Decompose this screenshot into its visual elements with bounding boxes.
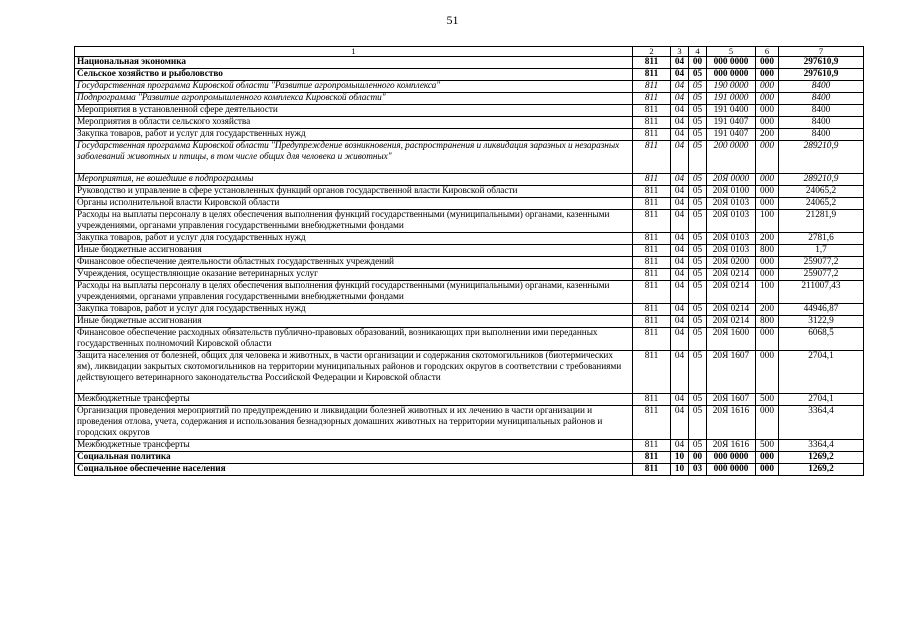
row-amount: 8400	[779, 81, 864, 93]
row-target-code: 191 0400	[707, 105, 756, 117]
row-amount: 8400	[779, 105, 864, 117]
row-section-code: 10	[671, 452, 689, 464]
row-description: Финансовое обеспечение расходных обязательств публично-правовых образований, возникающих при выполнении ими переданных государственных полномочий Кировской области	[75, 328, 633, 351]
row-amount: 21281,9	[779, 210, 864, 233]
column-number: 4	[689, 47, 707, 57]
row-section-code: 04	[671, 394, 689, 406]
row-section-code: 04	[671, 406, 689, 440]
table-row	[75, 233, 864, 245]
table-row	[75, 394, 864, 406]
row-description: Межбюджетные трансферты	[75, 440, 633, 452]
row-subsection-code: 05	[689, 129, 707, 141]
row-description: Иные бюджетные ассигнования	[75, 245, 633, 257]
row-subsection-code: 05	[689, 304, 707, 316]
row-subsection-code: 05	[689, 186, 707, 198]
row-expense-type: 100	[756, 210, 779, 233]
row-amount: 3364,4	[779, 440, 864, 452]
row-subsection-code: 05	[689, 351, 707, 394]
row-amount: 1269,2	[779, 464, 864, 476]
row-ministry-code: 811	[633, 233, 671, 245]
row-section-code: 04	[671, 281, 689, 304]
row-ministry-code: 811	[633, 210, 671, 233]
table-row	[75, 81, 864, 93]
row-amount: 1269,2	[779, 452, 864, 464]
row-expense-type: 000	[756, 141, 779, 174]
row-section-code: 04	[671, 117, 689, 129]
row-expense-type: 000	[756, 174, 779, 186]
row-section-code: 04	[671, 245, 689, 257]
row-ministry-code: 811	[633, 464, 671, 476]
row-section-code: 04	[671, 174, 689, 186]
row-target-code: 191 0407	[707, 117, 756, 129]
table-row	[75, 186, 864, 198]
row-expense-type: 500	[756, 440, 779, 452]
row-subsection-code: 03	[689, 464, 707, 476]
row-amount: 8400	[779, 93, 864, 105]
row-ministry-code: 811	[633, 141, 671, 174]
column-number-row	[75, 47, 864, 57]
row-subsection-code: 05	[689, 316, 707, 328]
row-amount: 44946,87	[779, 304, 864, 316]
row-amount: 24065,2	[779, 198, 864, 210]
table-row	[75, 304, 864, 316]
row-subsection-code: 05	[689, 81, 707, 93]
row-target-code: 000 0000	[707, 464, 756, 476]
row-ministry-code: 811	[633, 198, 671, 210]
row-amount: 8400	[779, 129, 864, 141]
row-subsection-code: 05	[689, 406, 707, 440]
row-expense-type: 000	[756, 464, 779, 476]
row-target-code: 20Я 1607	[707, 351, 756, 394]
row-target-code: 190 0000	[707, 81, 756, 93]
row-expense-type: 000	[756, 57, 779, 69]
row-target-code: 20Я 1616	[707, 440, 756, 452]
table-row	[75, 141, 864, 174]
table-row	[75, 316, 864, 328]
row-amount: 3122,9	[779, 316, 864, 328]
table-row	[75, 351, 864, 394]
row-description: Закупка товаров, работ и услуг для государственных нужд	[75, 233, 633, 245]
table-row	[75, 174, 864, 186]
row-ministry-code: 811	[633, 245, 671, 257]
table-row	[75, 69, 864, 81]
row-ministry-code: 811	[633, 93, 671, 105]
row-amount: 297610,9	[779, 69, 864, 81]
row-description: Социальное обеспечение населения	[75, 464, 633, 476]
row-description: Мероприятия, не вошедшие в подпрограммы	[75, 174, 633, 186]
row-target-code: 20Я 0214	[707, 281, 756, 304]
row-description: Финансовое обеспечение деятельности областных государственных учреждений	[75, 257, 633, 269]
row-target-code: 191 0407	[707, 129, 756, 141]
row-expense-type: 000	[756, 351, 779, 394]
row-subsection-code: 00	[689, 57, 707, 69]
row-section-code: 04	[671, 69, 689, 81]
row-target-code: 20Я 0103	[707, 210, 756, 233]
row-expense-type: 500	[756, 394, 779, 406]
row-expense-type: 800	[756, 245, 779, 257]
row-target-code: 20Я 0200	[707, 257, 756, 269]
row-description: Закупка товаров, работ и услуг для государственных нужд	[75, 129, 633, 141]
table-row	[75, 117, 864, 129]
row-description: Органы исполнительной власти Кировской области	[75, 198, 633, 210]
row-target-code: 20Я 0103	[707, 198, 756, 210]
row-expense-type: 000	[756, 328, 779, 351]
row-target-code: 20Я 0103	[707, 233, 756, 245]
row-amount: 211007,43	[779, 281, 864, 304]
row-subsection-code: 05	[689, 394, 707, 406]
row-ministry-code: 811	[633, 281, 671, 304]
row-ministry-code: 811	[633, 406, 671, 440]
row-expense-type: 000	[756, 93, 779, 105]
row-amount: 3364,4	[779, 406, 864, 440]
row-ministry-code: 811	[633, 105, 671, 117]
row-subsection-code: 05	[689, 117, 707, 129]
row-amount: 8400	[779, 117, 864, 129]
row-section-code: 04	[671, 316, 689, 328]
row-amount: 259077,2	[779, 257, 864, 269]
row-section-code: 10	[671, 464, 689, 476]
row-description: Учреждения, осуществляющие оказание ветеринарных услуг	[75, 269, 633, 281]
row-target-code: 20Я 0214	[707, 316, 756, 328]
page-number: 51	[446, 13, 459, 27]
row-subsection-code: 05	[689, 174, 707, 186]
row-target-code: 20Я 0214	[707, 269, 756, 281]
row-expense-type: 200	[756, 304, 779, 316]
row-section-code: 04	[671, 210, 689, 233]
row-amount: 297610,9	[779, 57, 864, 69]
column-number: 3	[671, 47, 689, 57]
row-expense-type: 200	[756, 129, 779, 141]
row-ministry-code: 811	[633, 328, 671, 351]
row-section-code: 04	[671, 304, 689, 316]
row-ministry-code: 811	[633, 452, 671, 464]
row-expense-type: 000	[756, 257, 779, 269]
table-row	[75, 464, 864, 476]
table-row	[75, 198, 864, 210]
row-subsection-code: 05	[689, 245, 707, 257]
row-ministry-code: 811	[633, 304, 671, 316]
row-description: Руководство и управление в сфере установленных функций органов государственной власти Кировской области	[75, 186, 633, 198]
row-section-code: 04	[671, 105, 689, 117]
column-number: 7	[779, 47, 864, 57]
row-expense-type: 000	[756, 452, 779, 464]
row-description: Национальная экономика	[75, 57, 633, 69]
column-number: 5	[707, 47, 756, 57]
row-amount: 289210,9	[779, 174, 864, 186]
row-subsection-code: 05	[689, 328, 707, 351]
table-row	[75, 281, 864, 304]
row-ministry-code: 811	[633, 117, 671, 129]
table-row	[75, 440, 864, 452]
row-ministry-code: 811	[633, 129, 671, 141]
row-expense-type: 800	[756, 316, 779, 328]
row-description: Подпрограмма "Развитие агропромышленного комплекса Кировской области"	[75, 93, 633, 105]
table-row	[75, 328, 864, 351]
table-row	[75, 105, 864, 117]
row-expense-type: 000	[756, 69, 779, 81]
row-expense-type: 000	[756, 186, 779, 198]
row-description: Организация проведения мероприятий по предупреждению и ликвидации болезней животных и их лечению в части организации и проведения отлова, учета, содержания и использования безнадзорных домашних животных на территории муниципальных районов и городских округов	[75, 406, 633, 440]
row-target-code: 000 0000	[707, 452, 756, 464]
row-target-code: 20Я 1600	[707, 328, 756, 351]
row-amount: 259077,2	[779, 269, 864, 281]
row-target-code: 20Я 1607	[707, 394, 756, 406]
row-target-code: 000 0000	[707, 69, 756, 81]
row-section-code: 04	[671, 198, 689, 210]
row-amount: 2704,1	[779, 351, 864, 394]
row-subsection-code: 05	[689, 93, 707, 105]
row-subsection-code: 05	[689, 141, 707, 174]
row-section-code: 04	[671, 57, 689, 69]
row-ministry-code: 811	[633, 57, 671, 69]
row-target-code: 20Я 0000	[707, 174, 756, 186]
row-description: Государственная программа Кировской области "Развитие агропромышленного комплекса"	[75, 81, 633, 93]
table-row	[75, 245, 864, 257]
row-section-code: 04	[671, 141, 689, 174]
row-amount: 6068,5	[779, 328, 864, 351]
row-amount: 2704,1	[779, 394, 864, 406]
row-section-code: 04	[671, 351, 689, 394]
row-subsection-code: 05	[689, 69, 707, 81]
row-expense-type: 000	[756, 105, 779, 117]
row-target-code: 20Я 0214	[707, 304, 756, 316]
row-description: Защита населения от болезней, общих для человека и животных, в части организации и содержания скотомогильников (биотермических ям), ликвидации закрытых скотомогильников на территории муниципальных районов и городских округов в соответствии с требованиями действующего ветеринарного законодательства Российской Федерации и Кировской области	[75, 351, 633, 394]
row-expense-type: 000	[756, 198, 779, 210]
table-row	[75, 452, 864, 464]
row-expense-type: 000	[756, 406, 779, 440]
table-row	[75, 57, 864, 69]
row-target-code: 200 0000	[707, 141, 756, 174]
row-section-code: 04	[671, 93, 689, 105]
row-ministry-code: 811	[633, 69, 671, 81]
row-section-code: 04	[671, 328, 689, 351]
row-subsection-code: 05	[689, 198, 707, 210]
table-row	[75, 210, 864, 233]
row-ministry-code: 811	[633, 186, 671, 198]
row-subsection-code: 05	[689, 233, 707, 245]
row-section-code: 04	[671, 186, 689, 198]
row-amount: 1,7	[779, 245, 864, 257]
row-expense-type: 200	[756, 233, 779, 245]
row-description: Мероприятия в области сельского хозяйства	[75, 117, 633, 129]
row-target-code: 20Я 0103	[707, 245, 756, 257]
row-description: Иные бюджетные ассигнования	[75, 316, 633, 328]
column-number: 2	[633, 47, 671, 57]
row-subsection-code: 00	[689, 452, 707, 464]
row-ministry-code: 811	[633, 269, 671, 281]
table-row	[75, 257, 864, 269]
row-description: Закупка товаров, работ и услуг для государственных нужд	[75, 304, 633, 316]
row-description: Государственная программа Кировской области "Предупреждение возникновения, распространения и ликвидация заразных и незаразных заболеваний животных и птицы, в том числе общих для человека и животных"	[75, 141, 633, 174]
row-amount: 2781,6	[779, 233, 864, 245]
row-expense-type: 000	[756, 117, 779, 129]
table-row	[75, 93, 864, 105]
row-subsection-code: 05	[689, 281, 707, 304]
row-section-code: 04	[671, 269, 689, 281]
row-target-code: 20Я 1616	[707, 406, 756, 440]
row-description: Расходы на выплаты персоналу в целях обеспечения выполнения функций государственными (муниципальными) органами, казенными учреждениями, органами управления государственными внебюджетными фондами	[75, 281, 633, 304]
table-row	[75, 406, 864, 440]
row-subsection-code: 05	[689, 210, 707, 233]
row-ministry-code: 811	[633, 81, 671, 93]
row-ministry-code: 811	[633, 440, 671, 452]
row-subsection-code: 05	[689, 269, 707, 281]
row-ministry-code: 811	[633, 351, 671, 394]
row-section-code: 04	[671, 129, 689, 141]
row-section-code: 04	[671, 233, 689, 245]
table-row	[75, 129, 864, 141]
row-description: Мероприятия в установленной сфере деятельности	[75, 105, 633, 117]
row-ministry-code: 811	[633, 257, 671, 269]
row-section-code: 04	[671, 81, 689, 93]
row-ministry-code: 811	[633, 316, 671, 328]
row-target-code: 20Я 0100	[707, 186, 756, 198]
row-expense-type: 100	[756, 281, 779, 304]
row-section-code: 04	[671, 440, 689, 452]
row-description: Межбюджетные трансферты	[75, 394, 633, 406]
row-target-code: 191 0000	[707, 93, 756, 105]
row-amount: 289210,9	[779, 141, 864, 174]
row-amount: 24065,2	[779, 186, 864, 198]
row-description: Сельское хозяйство и рыболовство	[75, 69, 633, 81]
budget-table	[74, 46, 864, 476]
row-subsection-code: 05	[689, 105, 707, 117]
row-ministry-code: 811	[633, 174, 671, 186]
column-number: 6	[756, 47, 779, 57]
row-expense-type: 000	[756, 81, 779, 93]
row-expense-type: 000	[756, 269, 779, 281]
row-subsection-code: 05	[689, 440, 707, 452]
column-number: 1	[75, 47, 633, 57]
row-target-code: 000 0000	[707, 57, 756, 69]
table-row	[75, 269, 864, 281]
row-ministry-code: 811	[633, 394, 671, 406]
row-description: Расходы на выплаты персоналу в целях обеспечения выполнения функций государственными (муниципальными) органами, казенными учреждениями, органами управления государственными внебюджетными фондами	[75, 210, 633, 233]
row-section-code: 04	[671, 257, 689, 269]
row-subsection-code: 05	[689, 257, 707, 269]
row-description: Социальная политика	[75, 452, 633, 464]
